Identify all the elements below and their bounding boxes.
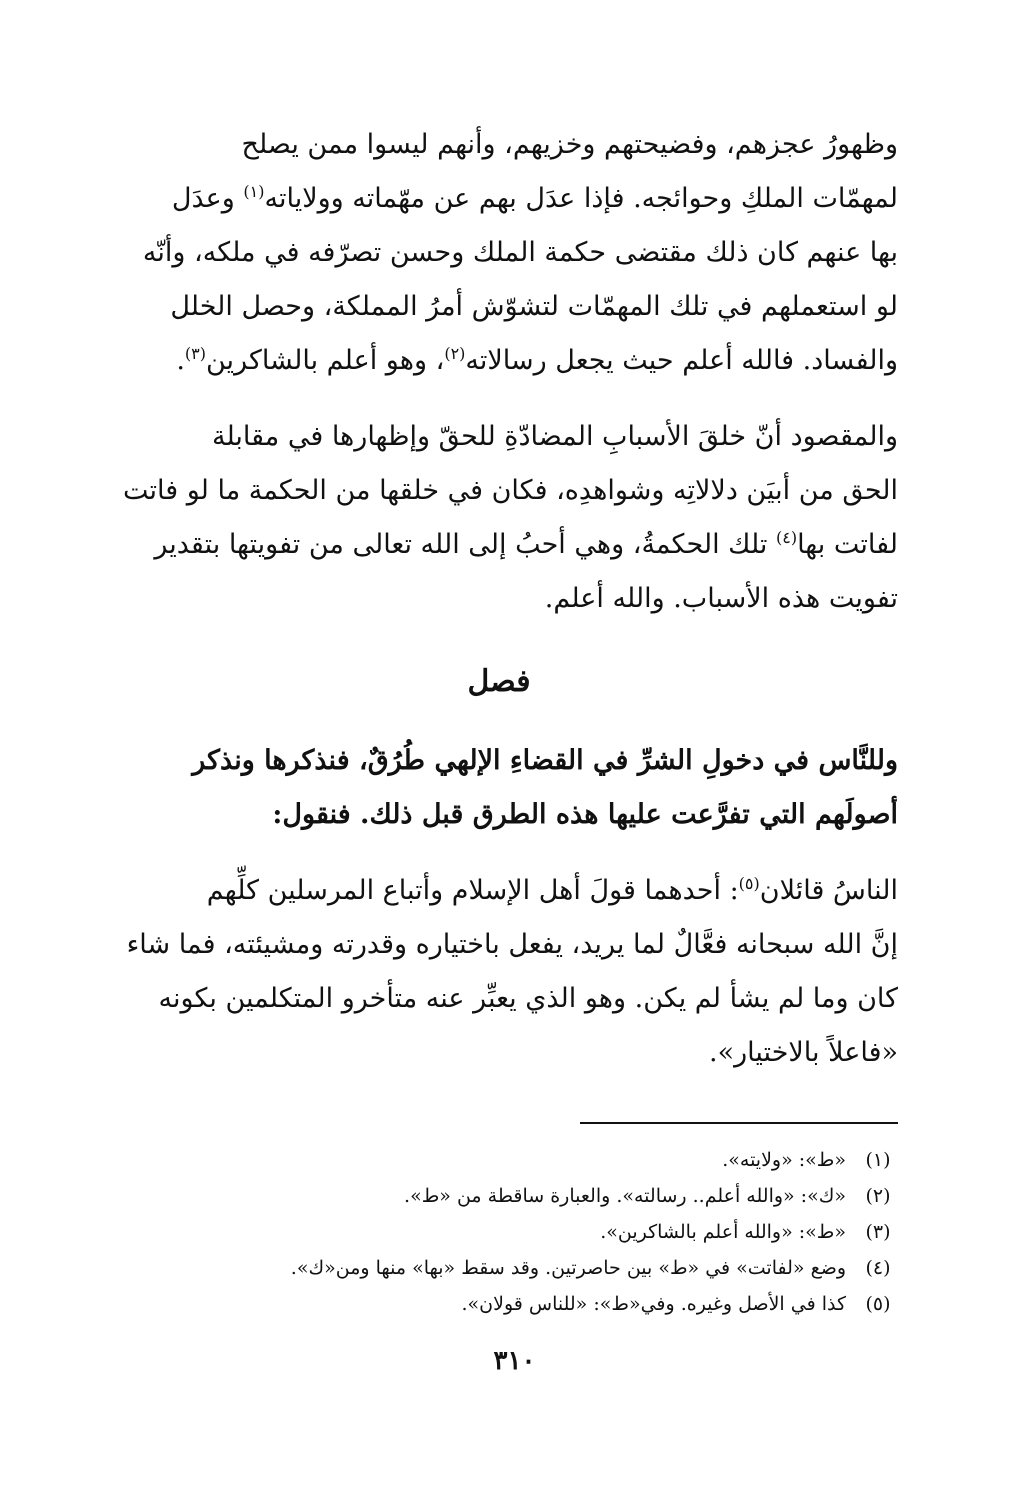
text-line — [100, 334, 898, 388]
text-line: لو استعملهم في تلك المهمّات لتشوّش أمرُ المملكة، وحصل الخلل — [170, 291, 898, 322]
text-run: : أحدهما قولَ أهل الإسلام وأتباع المرسلين كلِّهم — [206, 875, 739, 906]
text-line: الحق من أبيَن دلالاتِه وشواهدِه، فكان في خلقها من الحكمة ما لو فاتت — [122, 475, 898, 506]
footnote-text: «ط»: «والله أعلم بالشاكرين». — [600, 1221, 846, 1243]
footnote-divider — [580, 1122, 898, 1124]
footnote-marker[interactable]: (٥) — [738, 874, 760, 893]
footnotes-list — [100, 1142, 898, 1322]
text-line: إنَّ الله سبحانه فعَّالٌ لما يريد، يفعل باختياره وقدرته ومشيئته، فما شاء — [126, 929, 898, 960]
text-line: كان وما لم يشأ لم يكن. وهو الذي يعبِّر عنه متأخرو المتكلمين بكونه — [158, 983, 898, 1014]
footnote-number: (٢) — [865, 1185, 891, 1207]
bold-paragraph — [100, 734, 898, 842]
text-run: ، وهو أعلم بالشاكرين — [206, 345, 445, 376]
text-run: تلك الحكمةُ، وهي أحبُ إلى الله تعالى من تفويتها بتقدير — [154, 529, 776, 560]
footnote-marker[interactable]: (٣) — [184, 344, 206, 363]
text-line: تفويت هذه الأسباب. والله أعلم. — [544, 583, 898, 614]
footnote-text: «ط»: «ولايته». — [722, 1149, 846, 1171]
footnote-marker[interactable]: (١) — [243, 182, 265, 201]
text-line — [100, 172, 898, 226]
footnote-number: (٣) — [865, 1221, 891, 1243]
footnote-text: كذا في الأصل وغيره. وفي«ط»: «للناس قولان». — [461, 1293, 846, 1315]
text-line — [100, 864, 898, 918]
text-line: «فاعلاً بالاختيار». — [709, 1037, 898, 1068]
footnote-text: وضع «لفاتت» في «ط» بين حاصرتين. وقد سقط «بها» منها ومن«ك». — [290, 1257, 846, 1279]
book-page — [100, 118, 898, 1322]
text-run: والفساد. فالله أعلم حيث يجعل رسالاته — [465, 345, 898, 376]
footnote-text: «ك»: «والله أعلم.. رسالته». والعبارة ساقطة من «ط». — [404, 1185, 846, 1207]
page-number: ٣١٠ — [493, 1346, 536, 1376]
text-line — [100, 518, 898, 572]
paragraph-3 — [100, 864, 898, 1080]
footnote-item — [100, 1178, 898, 1214]
text-line: أصولَهم التي تفرَّعت عليها هذه الطرق قبل ذلك. فنقول: — [272, 799, 898, 830]
text-line: بها عنهم كان ذلك مقتضى حكمة الملك وحسن تصرّفه في ملكه، وأنّه — [142, 237, 898, 268]
section-heading: فصل — [467, 664, 531, 699]
footnote-number: (٥) — [865, 1293, 891, 1315]
footnote-number: (٤) — [865, 1257, 891, 1279]
footnote-marker[interactable]: (٢) — [444, 344, 466, 363]
footnote-item — [100, 1286, 898, 1322]
footnote-item — [100, 1250, 898, 1286]
text-line: وللنَّاس في دخولِ الشرِّ في القضاءِ الإلهي طُرُقٌ، فنذكرها ونذكر — [192, 745, 898, 776]
text-run: وعدَل — [171, 183, 244, 214]
footnote-number: (١) — [865, 1149, 891, 1171]
text-line: وظهورُ عجزهم، وفضيحتهم وخزيهم، وأنهم ليسوا ممن يصلح — [241, 129, 898, 160]
paragraph-2 — [100, 410, 898, 626]
footnote-item — [100, 1142, 898, 1178]
text-run: لمهمّات الملكِ وحوائجه. فإذا عدَل بهم عن مهّماته وولاياته — [264, 183, 898, 214]
paragraph-1 — [100, 118, 898, 388]
text-run: الناسُ قائلان — [759, 875, 898, 906]
footnote-item — [100, 1214, 898, 1250]
text-run: . — [176, 345, 185, 376]
text-run: لفاتت بها — [797, 529, 898, 560]
footnote-marker[interactable]: (٤) — [775, 528, 798, 547]
text-line: والمقصود أنّ خلقَ الأسبابِ المضادّةِ للحقّ وإظهارها في مقابلة — [211, 421, 898, 452]
